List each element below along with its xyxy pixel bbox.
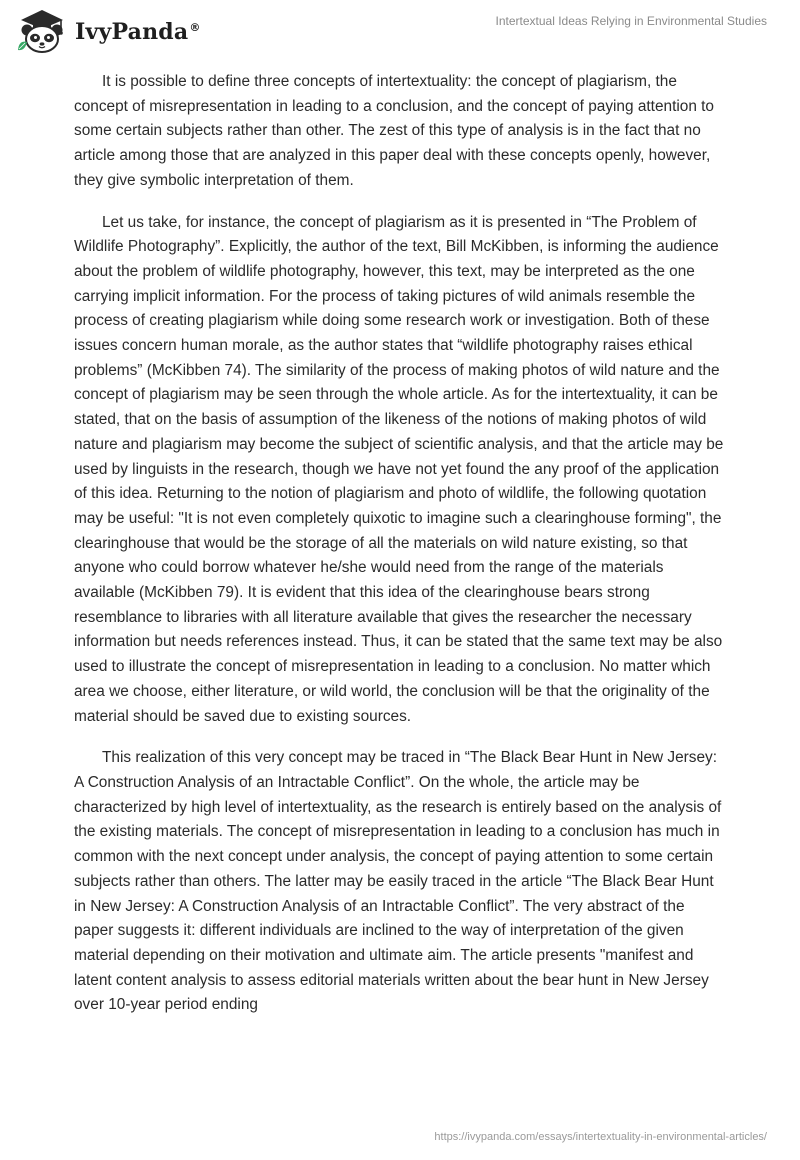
running-title: Intertextual Ideas Relying in Environmental Studies [495,14,767,28]
paragraph-3: This realization of this very concept may be traced in “The Black Bear Hunt in New Jersey: A Construction Analysis of an Intractable Conflict”. On the whole, the article may be characterized by high level of intertextuality, as the research is entirely based on the analysis of the existing materials. The concept of misrepresentation in leading to a conclusion has much in common with the next concept under analysis, the concept of paying attention to some certain subjects rather than others. The latter may be easily traced in the article “The Black Bear Hunt in New Jersey: A Construction Analysis of an Intractable Conflict”. The very abstract of the paper suggests it: different individuals are inclined to the way of interpretation of the given material depending on their motivation and ultimate aim. The article presents "manifest and latent content analysis to assess editorial materials written about the bear hunt in New Jersey over 10-year period ending [74,749,722,1014]
paragraph-2: Let us take, for instance, the concept of plagiarism as it is presented in “The Problem of Wildlife Photography”. Explicitly, the author of the text, Bill McKibben, is informing the audience about the problem of wildlife photography, however, this text, may be interpreted as the one carrying implicit information. For the process of taking pictures of wild animals resemble the process of creating plagiarism while doing some research work or investigation. Both of these issues concern human morale, as the author states that “wildlife photography raises ethical problems” (McKibben 74). The similarity of the process of making photos of wild nature and the concept of plagiarism may be seen through the whole article. As for the intertextuality, it can be stated, that on the basis of assumption of the likeness of the notions of making photos of wild nature and plagiarism may become the subject of scientific analysis, and that the article may be used by linguists in the research, though we have not yet found the any proof of the application of this idea. Returning to the notion of plagiarism and photo of wildlife, the following quotation may be useful: "It is not even completely quixotic to imagine such a clearinghouse forming", the clearinghouse that would be the storage of all the materials on wild nature existing, so that anyone who could borrow whatever he/she would need from the range of the materials available (McKibben 79). It is evident that this idea of the clearinghouse bears strong resemblance to libraries with all literature available that gives the researcher the necessary information but needs references instead. Thus, it can be stated that the same text may be also used to illustrate the concept of misrepresentation in leading to a conclusion. No matter which area we choose, either literature, or wild world, the conclusion will be that the originality of the material should be saved due to existing sources. [74,213,724,725]
logo-wordmark [75,19,201,45]
essay-body [74,70,728,1035]
logo-text: IvyPanda [75,19,189,45]
page-header [0,0,800,66]
registered-mark: ® [189,20,201,34]
paragraph-1: It is possible to define three concepts of intertextuality: the concept of plagiarism, the concept of misrepresentation in leading to a conclusion, and the concept of paying attention to some certain subjects rather than other. The zest of this type of analysis is in the fact that no article among those that are analyzed in this paper deal with these concepts openly, however, they give symbolic interpretation of them. [74,73,714,189]
source-url-link[interactable]: https://ivypanda.com/essays/intertextuality-in-environmental-articles/ [434,1131,767,1143]
ivypanda-logo[interactable] [15,6,201,58]
panda-graduate-icon [15,6,69,58]
